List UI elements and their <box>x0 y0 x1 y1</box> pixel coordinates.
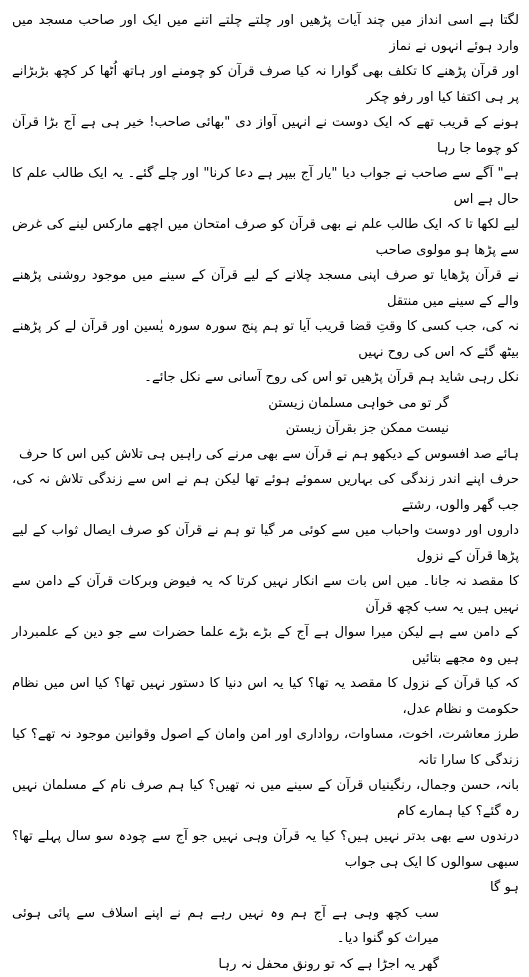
closing-verse-line: گھر یہ اجڑا ہے کہ تو رونق محفل نہ رہا <box>12 952 439 977</box>
text-line: کے دامن سے ہے لیکن میرا سوال ہے آج کے بڑے بڑے علما حضرات سے جو دین کے علمبردار ہیں وہ مجھے بتائیں <box>12 620 519 671</box>
text-line: درندوں سے بھی بدتر نہیں ہیں؟ کیا یہ قرآن وہی نہیں جو آج سے چودہ سو سال پہلے تھا؟ سبھی سوالوں کا ایک ہی جواب <box>12 824 519 875</box>
paragraph-opening <box>12 8 519 391</box>
text-line: داروں اور دوست واحباب میں سے کوئی مر گیا تو ہم نے قرآن کو صرف ایصال ثواب کے لیے پڑھا قرآن کے نزول <box>12 518 519 569</box>
text-line: ہو گا <box>12 875 519 901</box>
closing-lines <box>12 901 519 977</box>
text-line: لیے لکھا تا کہ ایک طالب علم نے بھی قرآن کو صرف امتحان میں اچھے مارکس لینے کی غرض سے پڑھا ہو مولوی صاحب <box>12 212 519 263</box>
text-line: حرف اپنے اندر زندگی کی بہاریں سموئے ہوئے تھا لیکن ہم نے اس سے زندگی تلاش نہ کی، جب گھر والوں، رشتے <box>12 467 519 518</box>
paragraph-main <box>12 442 519 901</box>
verse-line: گر تو می خواہی مسلمان زیستن <box>12 391 449 417</box>
closing-line: سب کچھ وہی ہے آج ہم وہ نہیں رہے ہم نے اپنے اسلاف سے پائی ہوئی میراث کو گنوا دیا۔ <box>12 901 439 952</box>
text-line: اور قرآن پڑھنے کا تکلف بھی گوارا نہ کیا صرف قرآن کو چومنے اور ہاتھ اُٹھا کر کچھ بڑبڑانے پر ہی اکتفا کیا اور رفو چکر <box>12 59 519 110</box>
text-line: نہ کی، جب کسی کا وقتِ قضا قریب آیا تو ہم پنج سورہ سورہ یٰسین اور قرآن لے کر پڑھنے بیٹھ گئے کہ اس کی روح نہیں <box>12 314 519 365</box>
text-line: نے قرآن پڑھایا تو صرف اپنی مسجد چلانے کے لیے قرآن کے سینے میں موجود روشنی پڑھنے والے کے سینے میں منتقل <box>12 263 519 314</box>
persian-verse <box>12 391 519 442</box>
text-line: نکل رہی شاید ہم قرآن پڑھیں تو اس کی روح آسانی سے نکل جائے۔ <box>12 365 519 391</box>
text-line: لگتا ہے اسی انداز میں چند آیات پڑھیں اور چلتے چلتے اتنے میں ایک اور صاحب مسجد میں وارد ہوئے انہوں نے نماز <box>12 8 519 59</box>
text-line: کہ کیا قرآن کے نزول کا مقصد یہ تھا؟ کیا یہ اس دنیا کا دستور نہیں تھا؟ کیا اس میں نظام حکومت و نظام عدل، <box>12 671 519 722</box>
text-line: بانہ، حسن وجمال، رنگینیاں قرآن کے سینے میں نہ تھیں؟ کیا ہم صرف نام کے مسلمان نہیں رہ گئے؟ کیا ہمارے کام <box>12 773 519 824</box>
text-line: ہے" آگے سے صاحب نے جواب دیا "یار آج بیپر ہے دعا کرنا" اور چلے گئے۔ یہ ایک طالب علم کا حال ہے اس <box>12 161 519 212</box>
text-line: ہونے کے قریب تھے کہ ایک دوست نے انہیں آواز دی "بھائی صاحب! خیر ہی ہے آج بڑا قرآن کو چوما جا رہا <box>12 110 519 161</box>
text-line: طرز معاشرت، اخوت، مساوات، رواداری اور امن وامان کے اصول وقوانین موجود نہ تھے؟ کیا زندگی کا سارا تانہ <box>12 722 519 773</box>
text-line: کا مقصد نہ جانا۔ میں اس بات سے انکار نہیں کرتا کہ یہ فیوض وبرکات قرآن کے دامن سے نہیں ہیں یہ سب کچھ قرآن <box>12 569 519 620</box>
text-line: ہائے صد افسوس کے دیکھو ہم نے قرآن سے بھی مرنے کی راہیں ہی تلاش کیں اس کا حرف <box>12 442 519 468</box>
verse-line: نیست ممکن جز بقرآن زیستن <box>12 416 449 442</box>
